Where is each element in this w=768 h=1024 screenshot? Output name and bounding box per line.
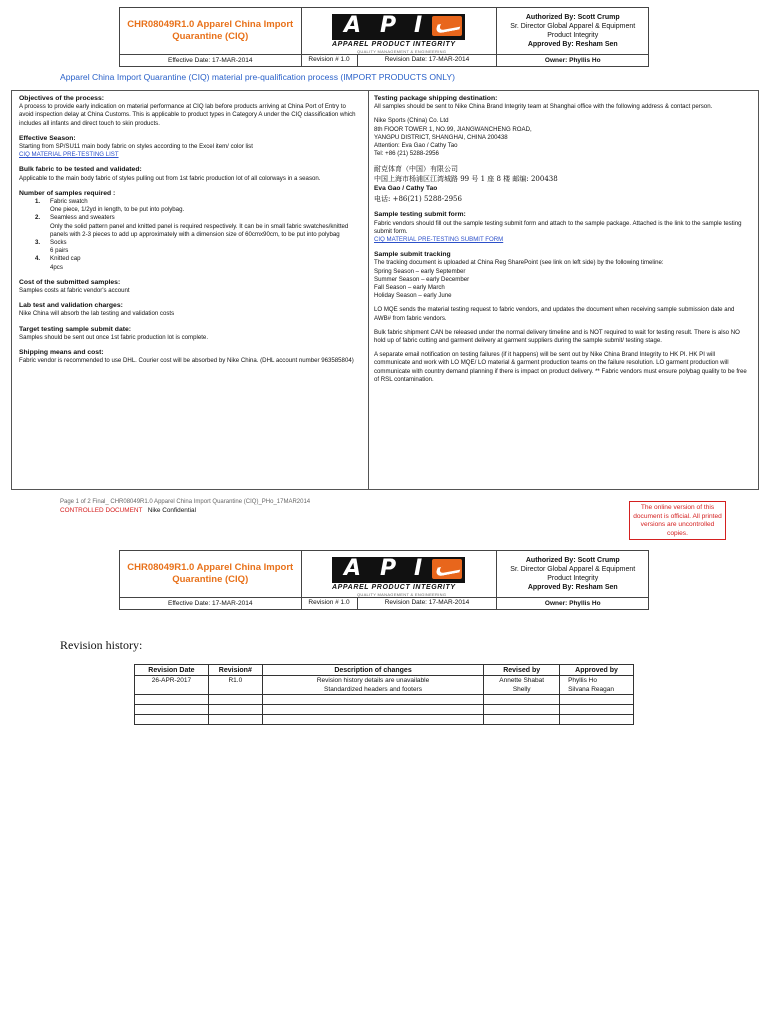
table-row: 26-APR-2017 R1.0 Revision history details are unavailable Standardized headers and footers Annette Shabat Shelly Phyllis Ho Silvana Reagan bbox=[135, 676, 634, 695]
column-header: Revision Date bbox=[135, 665, 209, 676]
ciq-submit-form-link[interactable]: CIQ MATERIAL PRE-TESTING SUBMIT FORM bbox=[374, 236, 504, 244]
shipping-address: Nike Sports (China) Co. Ltd 8th FlOOR TOWER 1, NO.99, JIANGWANCHENG ROAD, YANGPU DISTRICT, SHANGHAI, CHINA 200438 Attention: Eva Gao / Cathy Tao Tel: +86 (21) 5288-2956 bbox=[374, 117, 532, 158]
revision-history-table bbox=[134, 664, 634, 725]
authorization-block: Authorized By: Scott Crump Sr. Director Global Apparel & Equipment Product Integrity Approved By: Resham Sen bbox=[497, 551, 649, 598]
document-code: CHR08049R1.0 Apparel China Import Quarantine (CIQ) bbox=[120, 8, 302, 55]
document-header-page-2 bbox=[119, 550, 649, 610]
table-row bbox=[135, 695, 634, 705]
effective-date: Effective Date: 17-MAR-2014 bbox=[120, 55, 302, 67]
page-title: Apparel China Import Quarantine (CIQ) material pre-qualification process (IMPORT PRODUCTS ONLY) bbox=[60, 72, 455, 82]
right-column: Testing package shipping destination: All samples should be sent to Nike China Brand Integrity team at Shanghai office with the following address & contact person. Nike Sports (China) Co. Ltd 8th FlOOR TOWER 1, NO.99, JIANGWANCHENG ROAD, YANGPU DISTRICT, SHANGHAI, CHINA 200438 Attention: Eva Gao / Cathy Tao Tel: +86 (21) 5288-2956 耐克体育（中国）有限公司 中国上海市杨浦区江湾城路 99 号 1 座 8 楼 邮编: 200438 Eva Gao / Cathy Tao 电话: +86(21) 5288-2956 Sample testing submit form: Fabric vendors should fill out the sample testing submit form and attach to the sample package. Attached is the link to the sample testing submit form. CIQ MATERIAL PRE-TESTING SUBMIT FORM Sample submit tracking The tracking document is uploaded at China Reg SharePoint (see link on left side) by the following timeline: Spring Season – early September Summer Season – early December Fall Season – early March Holiday Season – early June LO MQE sends the material testing request to fabric vendors, and updates the document when receiving sample submission date and AWB# from fabric vendors. Bulk fabric shipment CAN be released under the normal delivery timeline and is NOT required to wait for testing result. There is also NO hold up of fabric cutting and garment delivery at garment suppliers during the sample submit/ testing stage. A separate email notification on testing failures (if it happens) will be sent out by Nike China Brand Integrity to HK PI. HK PI will communicate and work with LO MQE/ LO material & garment production teams on the failure resolution. LO garment production will communicate with country demand planning if there is impact on product delivery. ** Fabric vendors must ensure polybag quality to be free of RSL contamination. bbox=[374, 95, 752, 384]
list-item: 4. Knitted cap 4pcs bbox=[35, 255, 81, 271]
swoosh-icon bbox=[432, 559, 462, 579]
api-logo: A P I APPAREL PRODUCT INTEGRITY QUALITY MANAGEMENT & ENGINEERING bbox=[301, 8, 497, 55]
authorization-block: Authorized By: Scott Crump Sr. Director Global Apparel & Equipment Product Integrity Approved By: Resham Sen bbox=[497, 8, 649, 55]
document-code: CHR08049R1.0 Apparel China Import Quarantine (CIQ) bbox=[120, 551, 302, 598]
list-item: 2. Seamless and sweaters Only the solid pattern panel and knitted panel is required respectively. It can be in small fabric swatches/knitted panels with 2-3 pieces to add up approximately with a dimension size of 60cmx90cm, to be put into polybag bbox=[35, 214, 349, 238]
revision-history-title: Revision history: bbox=[60, 638, 143, 652]
ciq-pretesting-list-link[interactable]: CIQ MATERIAL PRE-TESTING LIST bbox=[19, 151, 119, 159]
document-header bbox=[119, 7, 649, 67]
column-header: Revised by bbox=[484, 665, 560, 676]
controlled-document-label: CONTROLLED DOCUMENT Nike Confidential bbox=[60, 507, 197, 514]
table-row bbox=[135, 715, 634, 725]
swoosh-icon bbox=[432, 16, 462, 36]
left-column: Objectives of the process: A process to provide early indication on material performance at CIQ lab before products arriving at China Port of Entry to avoid inspection delay at China Customs. This is applicable to product types in Category A under the CIQ classification which includes all infants and direct touch to skin products. Effective Season: Starting from SP/SU11 main body fabric on styles according to the Excel item/ color list CIQ MATERIAL PRE-TESTING LIST Bulk fabric to be tested and validated: Applicable to the main body fabric of styles pulling out from 1st fabric production lot of all colorways in a season. Number of samples required : 1. Fabric swatch One piece, 1/2yd in length, to be put into polybag. 2. Seamless and sweaters Only the solid pattern panel and knitted panel is required respectively. It can be in small fabric swatches/knitted panels with 2-3 pieces to add up approximately with a dimension size of 60cmx90cm, to be put into polybag 3. Socks 6 pairs 4. Knitted cap 4pcs Cost of the submitted samples: Samples costs at fabric vendor's account Lab test and validation charges: Nike China will absorb the lab testing and validation costs Target testing sample submit date: Samples should be sent out once 1st fabric production lot is complete. Shipping means and cost: Fabric vendor is recommended to use DHL. Courier cost will be absorbed by Nike China. (DHL account number 963585804) bbox=[19, 95, 359, 365]
list-item: 3. Socks 6 pairs bbox=[35, 239, 69, 255]
list-item: 1. Fabric swatch One piece, 1/2yd in length, to be put into polybag. bbox=[35, 198, 185, 214]
revision-date: Revision Date: 17-MAR-2014 bbox=[384, 56, 470, 63]
column-header: Revision# bbox=[208, 665, 262, 676]
table-row bbox=[135, 705, 634, 715]
content-box bbox=[11, 90, 759, 490]
owner: Owner: Phyllis Ho bbox=[497, 598, 649, 610]
uncontrolled-copy-notice: The online version of this document is official. All printed versions are uncontrolled copies. bbox=[629, 501, 726, 540]
revision-number: Revision # 1.0 bbox=[302, 598, 358, 609]
owner: Owner: Phyllis Ho bbox=[497, 55, 649, 67]
revision-number: Revision # 1.0 bbox=[302, 55, 358, 66]
chinese-address: 耐克体育（中国）有限公司 中国上海市杨浦区江湾城路 99 号 1 座 8 楼 邮编: 200438 Eva Gao / Cathy Tao 电话: +86(21) 5288-2956 bbox=[374, 165, 558, 204]
revision-date: Revision Date: 17-MAR-2014 bbox=[384, 599, 470, 606]
api-logo: A P I APPAREL PRODUCT INTEGRITY QUALITY MANAGEMENT & ENGINEERING bbox=[301, 551, 497, 598]
column-header: Description of changes bbox=[262, 665, 483, 676]
effective-date: Effective Date: 17-MAR-2014 bbox=[120, 598, 302, 610]
column-header: Approved by bbox=[560, 665, 634, 676]
page-footer: Page 1 of 2 Final_ CHR08049R1.0 Apparel China Import Quarantine (CIQ)_PHo_17MAR2014 bbox=[60, 499, 311, 505]
